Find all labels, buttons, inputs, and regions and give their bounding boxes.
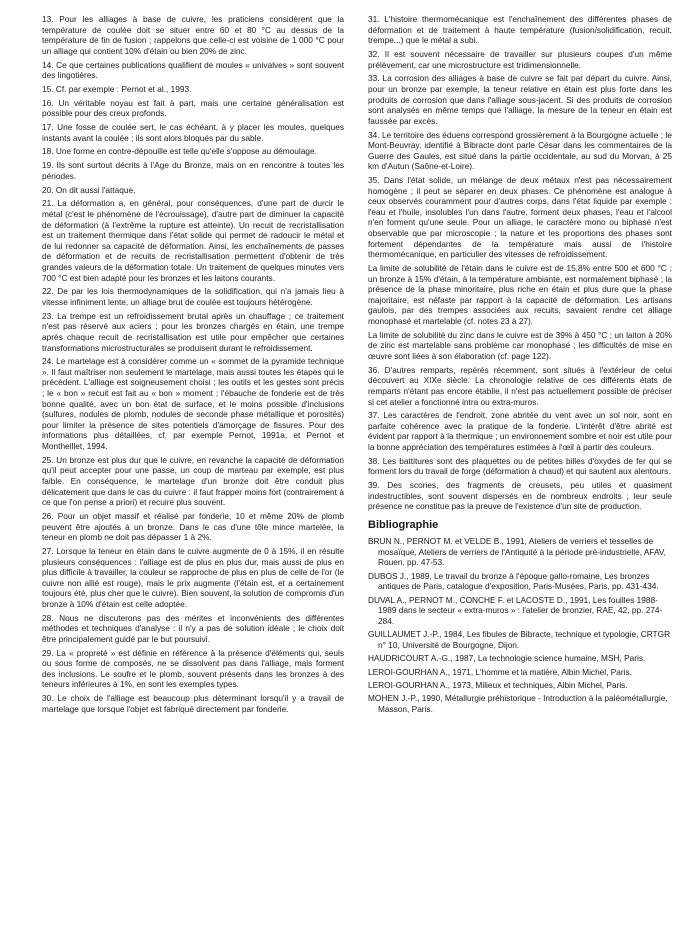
notes-column-right bbox=[368, 14, 672, 717]
footnote-36: 36. D'autres remparts, repérés récemment, sont situés à l'extérieur de celui découvert au XIXe siècle. La chronologie relative de ces différents états de remparts n'étant pas encore établie, il n'est pas actuellement possible de préciser si cet atelier a fonctionné intra ou extra-muros. bbox=[368, 364, 672, 407]
footnote-29: 29. La « propreté » est définie en référence à la présence d'éléments qui, seuls ou sous forme de composés, ne se dissolvent pas dans l'alliage, mais forment des inclusions. Le soufre et le plomb, souvent présents dans les bronzes à des teneurs inférieures à 1%, en sont les exemples types. bbox=[42, 647, 344, 690]
footnote-19: 19. Ils sont surtout décrits à l'Age du Bronze, mais on en rencontre à toutes les périodes. bbox=[42, 160, 344, 181]
bibliography-entry: LEROI-GOURHAN A., 1971, L'homme et la matière, Albin Michel, Paris. bbox=[368, 666, 632, 677]
footnote-14: 14. Ce que certaines publications qualifient de moules « univalves » sont souvent des lingotières. bbox=[42, 59, 344, 81]
footnote-22: 22. De par les lois thermodynamiques de la solidification, qui n'a jamais lieu à vitesse infiniment lente, un alliage brut de coulée est toujours hétérogène. bbox=[42, 286, 344, 307]
footnote-26: 26. Pour un objet massif et réalisé par fonderie, 10 et même 20% de plomb peuvent être ajoutés à un bronze. Dans le cas d'une tôle mince martelée, la teneur en plomb ne doit pas dépasser 1 à 2%. bbox=[42, 510, 344, 543]
footnote-25: 25. Un bronze est plus dur que le cuivre, en revanche la capacité de déformation qu'il peut accepter pour une passe, un coup de marteau par exemple, est plus faible. En conséquence, le martelage d'un bronze doit être conduit plus délicatement que dans le cas du cuivre : il faut frapper moins fort (contrairement à ce que l'on pense a priori) et recuire plus souvent. bbox=[42, 454, 344, 508]
footnote-33: 33. La corrosion des alliages à base de cuivre se fait par départ du cuivre. Ainsi, pour un bronze par exemple, la teneur relative en étain est plus forte dans les produits de corrosion que dans l'alliage sous-jacent. Si des produits de corrosion sont analysés en même temps que l'alliage, la mesure de la teneur en étain est faussée par excès. bbox=[368, 73, 672, 126]
footnote-37: 37. Les caractères de l'endroit, zone abritée du vent avec un sol noir, sont en parfaite cohérence avec la pratique de la fonderie. L'intérêt d'être abrité est évident par rapport à la thermique ; un environnement sombre et noir est utile pour la bonne appréciation des températures estimées à l'œil à partir des couleurs. bbox=[368, 410, 672, 453]
footnote-13: 13. Pour les alliages à base de cuivre, les praticiens considèrent que la température de coulée doit se situer entre 60 et 80 °C au dessus de la température de fin de fusion ; rappelons que celle-ci est voisine de 1 000 °C pour un alliage qui contient 10% d'étain ou bien 20% de zinc. bbox=[42, 14, 344, 56]
bibliography-entry: BRUN N., PERNOT M. et VELDE B., 1991, Ateliers de verriers et tesselles de mosaïque, Ateliers de verriers de l'Antiquité à la période pré-industrielle, AFAV, Rouen, pp. 47-53. bbox=[368, 536, 666, 568]
footnote-30: 30. Le choix de l'alliage est beaucoup plus déterminant lorsqu'il y a travail de martelage que lorsque l'objet est fabriqué directement par fonderie. bbox=[42, 693, 344, 714]
footnote-35-zinc-solubility: La limite de solubilité du zinc dans le cuivre est de 39% à 450 °C ; un laiton à 20% de zinc est martelable sans problème car monophasé ; les difficultés de mise en œuvre sont liées à son élaboration (cf. page 122). bbox=[368, 329, 672, 361]
footnote-17: 17. Une fosse de coulée sert, le cas échéant, à y placer les moules, quelques instants avant la coulée ; ils sont alors bloqués par du sable. bbox=[42, 122, 344, 143]
bibliography-entry: MOHEN J.-P., 1990, Métallurgie préhistorique - Introduction à la paléométallurgie, Masson, Paris. bbox=[368, 693, 668, 714]
footnote-32: 32. Il est souvent nécessaire de travailler sur plusieurs coupes d'un même prélèvement, car une microstructure est tridimensionnelle. bbox=[368, 48, 672, 70]
footnote-28: 28. Nous ne discuterons pas des mérites et inconvénients des différentes méthodes et techniques d'analyse : il n'y a pas de solution idéale ; le choix doit être principalement guidé par le but poursuivi. bbox=[42, 612, 344, 644]
footnote-27: 27. Lorsque la teneur en étain dans le cuivre augmente de 0 à 15%, il en résulte plusieurs conséquences : l'alliage est de plus en plus dur, mais aussi de plus en plus difficile à travailler, la couleur se rapproche de plus en plus de celle de l'or (le cuivre non allié est rouge), mais le prix augmente (l'étain est, et a certainement toujours été, plus cher que le cuivre). Bien souvent, la solution de compromis d'un bronze à 10% d'étain est celle adoptée. bbox=[42, 545, 344, 609]
bibliography-entry: LEROI-GOURHAN A., 1973, Milieux et techniques, Albin Michel, Paris. bbox=[368, 679, 628, 690]
footnote-34: 34. Le territoire des éduens correspond grossièrement à la Bourgogne actuelle ; le Mont-Beuvray, identifié à Bibracte dont parle César dans les commentaires de la Guerre des Gaules, est situé dans la partie occidentale, au sud du Morvan, à 25 km d'Autun (Saône-et-Loire). bbox=[368, 129, 672, 172]
notes-column-left bbox=[42, 14, 344, 718]
footnote-21: 21. La déformation a, en général, pour conséquences, d'une part de durcir le métal (c'est le phénomène de l'écrouissage), d'autre part de diminuer la capacité de déformation (à l'extrême la rupture est atteinte). Un recuit de recristallisation est un traitement thermique dans l'état solide qui permet de radoucir le métal et de lui redonner sa capacité de déformation. Ainsi, les enchaînements de passes de déformation et de recuits de recristallisation permettent d'obtenir de très grandes valeurs de la déformation totale. Un traitement de quelques minutes vers 700 °C est bien adapté pour les bronzes et les laitons courants. bbox=[42, 198, 344, 283]
footnote-15: 15. Cf. par exemple : Pernot et al., 1993. bbox=[42, 83, 192, 94]
footnote-16: 16. Un véritable noyau est fait à part, mais une certaine généralisation est possible pour des creux profonds. bbox=[42, 97, 344, 119]
bibliography-heading: Bibliographie bbox=[368, 519, 439, 531]
footnote-23: 23. La trempe est un refroidissement brutal après un chauffage ; ce traitement n'est pas réservé aux aciers ; pour les bronzes chargés en étain, une trempe après chaque recuit de recristallisation est utile pour empêcher que certaines transformations microstructurales se produisent durant le refroidissement. bbox=[42, 310, 344, 353]
bibliography-entry: GUILLAUMET J.-P., 1984, Les fibules de Bibracte, technique et typologie, CRTGR n° 10, Université de Bourgogne, Dijon. bbox=[368, 629, 671, 650]
bibliography-entry: DUVAL A., PERNOT M., CONCHE F. et LACOSTE D., 1991, Les fouilles 1988-1989 dans le secteur « extra-muros » : l'atelier de bronzier, RAE, 42, pp. 274-284. bbox=[368, 594, 663, 626]
bibliography-entry: DUBOS J., 1989, Le travail du bronze à l'époque gallo-romaine, Les bronzes antiques de Paris, catalogue d'exposition, Paris-Musées, Paris, pp. 431-434. bbox=[368, 570, 659, 592]
footnote-35: 35. Dans l'état solide, un mélange de deux métaux n'est pas nécessairement homogène ; il peut se séparer en deux phases. Ce phénomène est analogue à ceux observés couramment pour d'autres corps, dans l'état liquide par exemple : l'eau et l'huile, insolubles l'un dans l'autre, forment deux phases, l'eau et l'alcool n'en forment qu'une seule. Pour un alliage, le caractère mono ou biphasé n'est observable que par microscopie ; la nature et les proportions des phases sont fortement dépendantes de la température mais aussi de l'histoire thermomécanique, en particulier des vitesses de refroidissement. bbox=[368, 175, 672, 260]
footnote-20: 20. On dit aussi l'attaque. bbox=[42, 184, 136, 195]
footnote-39: 39. Des scories, des fragments de creusets, peu utiles et quasiment indestructibles, sont souvent dispersés en de nombreux endroits ; leur seule présence ne constitue pas la preuve de l'existence d'un site de production. bbox=[368, 480, 672, 512]
footnote-31: 31. L'histoire thermomécanique est l'enchaînement des différentes phases de déformation et de traitement à haute température (fusion/solidification, recuit, trempe...) que le métal a subi. bbox=[368, 14, 672, 46]
footnote-38: 38. Les battitures sont des plaquettes ou de petites billes d'oxydes de fer qui se forment lors du travail de forge (déformation à chaud) et qui sautent aux alentours. bbox=[368, 455, 672, 477]
footnote-35-tin-solubility: La limite de solubilité de l'étain dans le cuivre est de 15,8% entre 500 et 600 °C ; un bronze à 15% d'étain, à la température ambiante, est normalement biphasé ; la présence de la phase minoritaire, plus riche en étain et plus dure que la phase majoritaire, est néfaste par rapport à la capacité de déformation. Les artisans gaulois, par des trempes associées aux recuits, savaient rendre cet alliage monophasé et martelable (cf. notes 23 à 27). bbox=[368, 263, 672, 326]
footnote-24: 24. Le martelage est à considérer comme un « sommet de la pyramide technique ». Il faut maîtriser non seulement le martelage, mais aussi toutes les étapes qui le précèdent. L'alliage est soigneusement choisi ; les outils et les gestes sont précis ; le « bon » recuit est fait au « bon » moment ; l'ébauche de fonderie est de très bonne qualité, avec un bon état de surface, et le moins possible d'inclusions (sulfures, nodules de plomb, nodules de seconde phase métallique et porosités) pour limiter la présence de sites potentiels d'amorçage de fissures. Pour des informations plus détaillées, cf. par exemple Pernot, 1991a, et Pernot et Montheillet, 1994. bbox=[42, 356, 344, 452]
bibliography-entry: HAUDRICOURT A.-G., 1987, La technologie science humaine, MSH, Paris. bbox=[368, 653, 646, 664]
footnote-18: 18. Une forme en contre-dépouille est telle qu'elle s'oppose au démoulage. bbox=[42, 146, 317, 157]
